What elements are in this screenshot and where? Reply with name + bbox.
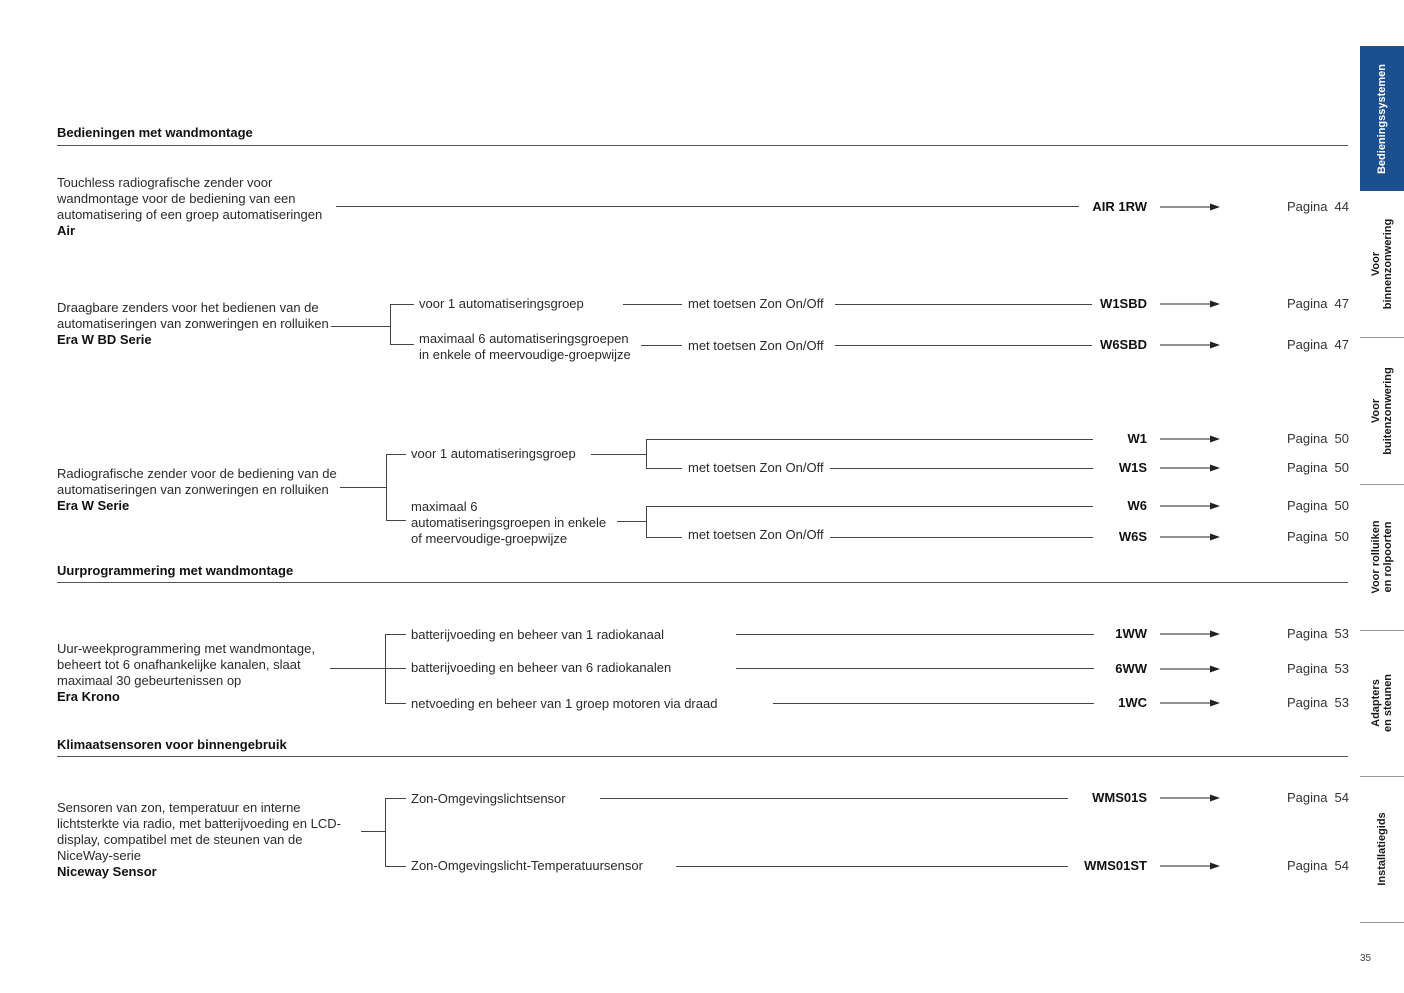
tab-label-line: Voor rolluiken: [1370, 520, 1382, 594]
page-reference-label: Pagina: [1287, 337, 1328, 352]
connector-line: [617, 521, 646, 522]
connector-line: [385, 703, 406, 704]
arrow-right-icon: [1160, 861, 1220, 871]
page-reference-label: Pagina: [1287, 460, 1328, 475]
arrow-right-icon: [1160, 698, 1220, 708]
tab-label: Installatiegids: [1376, 812, 1388, 886]
tab-installatiegids[interactable]: [1360, 776, 1404, 923]
tab-label: [1370, 674, 1394, 732]
arrow-right-icon: [1160, 629, 1220, 639]
group-name: Era W BD Serie: [57, 332, 152, 347]
product-code: W6SBD: [1100, 337, 1147, 352]
section-title-climate-sensors: Klimaatsensoren voor binnengebruik: [57, 737, 287, 752]
tab-label-line: Voor: [1370, 398, 1382, 423]
bracket-line: [390, 304, 391, 344]
page-reference-number: 50: [1334, 431, 1349, 446]
connector-line: [835, 304, 1092, 305]
connector-line: [773, 703, 1094, 704]
group-desc-text: Touchless radiografische zender voor wandmontage voor de bediening van een automatisering of een groep automatiseringen: [57, 175, 323, 222]
page-reference-number: 47: [1334, 296, 1349, 311]
page-reference-number: 50: [1334, 529, 1349, 544]
arrow-right-icon: [1160, 202, 1220, 212]
page-reference-number: 53: [1334, 661, 1349, 676]
page-number: 35: [1360, 953, 1372, 964]
connector-line: [830, 468, 1093, 469]
connector-line: [591, 454, 646, 455]
page-reference[interactable]: [1287, 431, 1349, 447]
page-reference-number: 54: [1334, 858, 1349, 873]
option-label: met toetsen Zon On/Off: [688, 296, 824, 311]
page-reference-label: Pagina: [1287, 661, 1328, 676]
page-reference[interactable]: [1287, 661, 1349, 677]
page-reference[interactable]: [1287, 498, 1349, 514]
page-reference-label: Pagina: [1287, 199, 1328, 214]
tab-voor-rolluiken-en-rolpoorten[interactable]: [1360, 484, 1404, 631]
tab-label: [1370, 219, 1394, 309]
connector-line: [390, 344, 414, 345]
page-reference[interactable]: [1287, 296, 1349, 312]
product-code: WMS01ST: [1084, 858, 1147, 873]
connector-line: [835, 345, 1092, 346]
connector-line: [676, 866, 1068, 867]
tab-label-line: binnenzonwering: [1382, 218, 1394, 310]
page-reference[interactable]: [1287, 858, 1349, 874]
page-reference-label: Pagina: [1287, 695, 1328, 710]
page-reference-number: 54: [1334, 790, 1349, 805]
group-description-air: [57, 175, 332, 239]
group-name: Era Krono: [57, 689, 120, 704]
product-code: 1WW: [1115, 626, 1147, 641]
tab-label-line: en rolpoorten: [1382, 521, 1394, 593]
connector-line: [600, 798, 1068, 799]
tab-label-line: Adapters: [1370, 679, 1382, 727]
option-label: batterijvoeding en beheer van 6 radiokanalen: [411, 660, 672, 675]
group-desc-text: Uur-weekprogrammering met wandmontage, beheert tot 6 onafhankelijke kanalen, slaat maximaal 30 gebeurtenissen op: [57, 641, 315, 688]
tab-label: [1370, 367, 1394, 454]
connector-line: [385, 798, 406, 799]
connector-line: [331, 326, 390, 327]
page-reference[interactable]: [1287, 790, 1349, 806]
page-reference-label: Pagina: [1287, 431, 1328, 446]
arrow-right-icon: [1160, 532, 1220, 542]
connector-line: [641, 345, 682, 346]
tab-voor-binnenzonwering[interactable]: [1360, 191, 1404, 338]
option-label: netvoeding en beheer van 1 groep motoren via draad: [411, 696, 718, 711]
page-reference[interactable]: [1287, 695, 1349, 711]
product-code: 6WW: [1115, 661, 1147, 676]
connector-line: [386, 520, 406, 521]
option-label: met toetsen Zon On/Off: [688, 460, 824, 475]
page-reference-label: Pagina: [1287, 529, 1328, 544]
option-label: maximaal 6 automatiseringsgroepen in enkele of meervoudige-groepwijze: [419, 331, 631, 362]
arrow-right-icon: [1160, 434, 1220, 444]
bracket-line: [386, 454, 387, 520]
option-label: met toetsen Zon On/Off: [688, 527, 824, 542]
arrow-right-icon: [1160, 299, 1220, 309]
arrow-right-icon: [1160, 501, 1220, 511]
group-desc-text: Sensoren van zon, temperatuur en interne lichtsterkte via radio, met batterijvoeding en LCD-display, compatibel met de steunen van de NiceWay-serie: [57, 800, 341, 863]
product-code: W1S: [1118, 460, 1147, 475]
section-title-wall-controls: Bedieningen met wandmontage: [57, 125, 253, 140]
page-reference-label: Pagina: [1287, 296, 1328, 311]
page-reference-number: 53: [1334, 695, 1349, 710]
tab-adapters-en-steunen[interactable]: [1360, 630, 1404, 777]
page-reference[interactable]: [1287, 337, 1349, 353]
group-description-niceway: [57, 800, 342, 880]
connector-line: [736, 668, 1094, 669]
connector-line: [385, 668, 406, 669]
group-desc-text: Radiografische zender voor de bediening van de automatiseringen van zonweringen en rolluiken: [57, 466, 337, 497]
tab-label-line: buitenzonwering: [1382, 366, 1394, 455]
connector-line: [736, 634, 1094, 635]
connector-line: [830, 537, 1093, 538]
page-reference[interactable]: [1287, 460, 1349, 476]
option-label: met toetsen Zon On/Off: [688, 338, 824, 353]
product-code: W6: [1127, 498, 1147, 513]
page-reference-label: Pagina: [1287, 790, 1328, 805]
tab-label-line: Voor: [1370, 251, 1382, 277]
option-label: batterijvoeding en beheer van 1 radiokanaal: [411, 627, 664, 642]
group-desc-text: Draagbare zenders voor het bedienen van de automatiseringen van zonweringen en rolluiken: [57, 300, 329, 331]
option-label: Zon-Omgevingslichtsensor: [411, 791, 566, 806]
arrow-right-icon: [1160, 793, 1220, 803]
connector-line: [623, 304, 682, 305]
tab-bedieningssystemen[interactable]: [1360, 46, 1404, 191]
option-label: Zon-Omgevingslicht-Temperatuursensor: [411, 858, 643, 873]
page-reference[interactable]: [1287, 626, 1349, 642]
arrow-right-icon: [1160, 664, 1220, 674]
connector-line: [646, 468, 682, 469]
connector-line: [385, 634, 406, 635]
product-code: W6S: [1118, 529, 1147, 544]
bracket-line: [385, 798, 386, 866]
product-code: W1: [1127, 431, 1147, 446]
tab-voor-buitenzonwering[interactable]: [1360, 337, 1404, 485]
group-description-era-krono: [57, 641, 327, 705]
page-reference-number: 44: [1334, 199, 1349, 214]
connector-line: [361, 831, 385, 832]
connector-line: [646, 439, 1093, 440]
option-label: voor 1 automatiseringsgroep: [419, 296, 584, 311]
bracket-line: [646, 506, 647, 537]
page-reference-number: 50: [1334, 498, 1349, 513]
section-title-timers: Uurprogrammering met wandmontage: [57, 563, 294, 578]
connector-line: [646, 537, 682, 538]
section-rule: [57, 145, 1348, 146]
section-rule: [57, 582, 1348, 583]
connector-line: [330, 668, 385, 669]
page-reference-number: 47: [1334, 337, 1349, 352]
connector-line: [336, 206, 1079, 207]
tab-label: Bedieningssystemen: [1376, 63, 1388, 174]
arrow-right-icon: [1160, 340, 1220, 350]
page-reference[interactable]: [1287, 199, 1349, 215]
bracket-line: [646, 439, 647, 468]
product-code: W1SBD: [1100, 296, 1147, 311]
group-name: Era W Serie: [57, 498, 130, 513]
group-name: Niceway Sensor: [57, 864, 157, 879]
group-name: Air: [57, 223, 76, 238]
group-description-era-w: [57, 466, 342, 514]
connector-line: [340, 487, 386, 488]
group-description-era-w-bd: [57, 300, 332, 348]
connector-line: [390, 304, 414, 305]
connector-line: [385, 866, 406, 867]
connector-line: [386, 454, 406, 455]
product-code: 1WC: [1118, 695, 1147, 710]
page-reference-number: 53: [1334, 626, 1349, 641]
page-reference-number: 50: [1334, 460, 1349, 475]
product-code: AIR 1RW: [1092, 199, 1147, 214]
tab-label-line: en steunen: [1382, 673, 1394, 733]
tab-label: [1370, 520, 1394, 593]
page-reference[interactable]: [1287, 529, 1349, 545]
page-reference-label: Pagina: [1287, 498, 1328, 513]
product-code: WMS01S: [1092, 790, 1147, 805]
page-reference-label: Pagina: [1287, 626, 1328, 641]
section-rule: [57, 756, 1348, 757]
option-label: maximaal 6 automatiseringsgroepen in enkele of meervoudige-groepwijze: [411, 499, 607, 546]
arrow-right-icon: [1160, 463, 1220, 473]
page-reference-label: Pagina: [1287, 858, 1328, 873]
connector-line: [646, 506, 1093, 507]
option-label: voor 1 automatiseringsgroep: [411, 446, 576, 461]
